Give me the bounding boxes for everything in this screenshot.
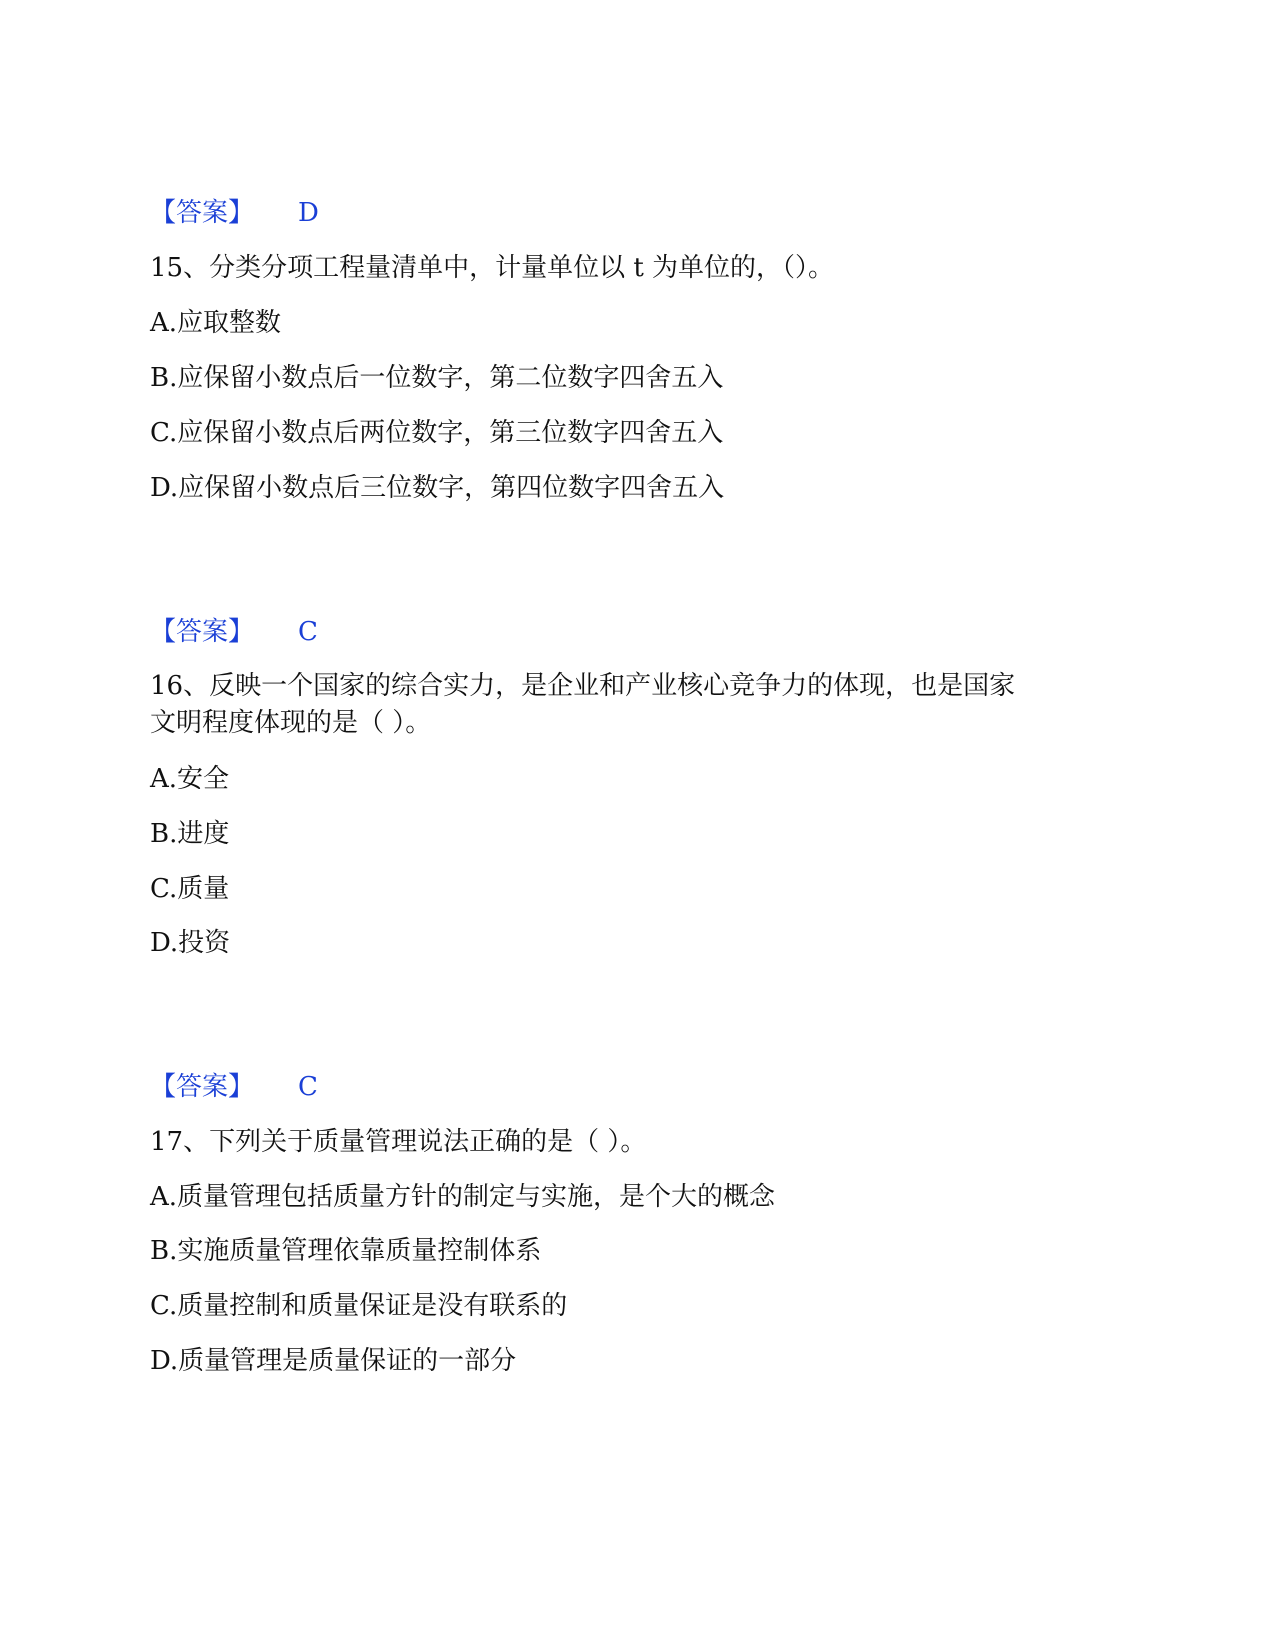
answer-line	[150, 1070, 318, 1104]
option-c: C.应保留小数点后两位数字，第三位数字四舍五入	[150, 418, 724, 448]
question-stem: 17、下列关于质量管理说法正确的是（ ）。	[150, 1127, 647, 1157]
option-b: B.实施质量管理依靠质量控制体系	[150, 1236, 542, 1266]
answer-label: 【答案】	[150, 198, 255, 228]
option-d: D.应保留小数点后三位数字，第四位数字四舍五入	[150, 473, 725, 503]
question-stem: 16、反映一个国家的综合实力，是企业和产业核心竞争力的体现，也是国家	[150, 671, 1016, 701]
option-a: A.质量管理包括质量方针的制定与实施，是个大的概念	[150, 1182, 776, 1212]
answer-line	[150, 615, 318, 649]
option-b: B.应保留小数点后一位数字，第二位数字四舍五入	[150, 363, 724, 393]
option-a: A.应取整数	[150, 308, 282, 338]
option-b: B.进度	[150, 819, 230, 849]
question-stem-continued: 文明程度体现的是（ ）。	[150, 708, 432, 738]
answer-value: C	[298, 1072, 318, 1102]
option-d: D.投资	[150, 928, 231, 958]
answer-label: 【答案】	[150, 1072, 255, 1102]
answer-value: D	[298, 198, 319, 228]
answer-label: 【答案】	[150, 617, 255, 647]
question-stem: 15、分类分项工程量清单中，计量单位以 t 为单位的，（）。	[150, 253, 835, 283]
option-c: C.质量	[150, 874, 230, 904]
option-d: D.质量管理是质量保证的一部分	[150, 1346, 517, 1376]
option-c: C.质量控制和质量保证是没有联系的	[150, 1291, 568, 1321]
answer-line	[150, 196, 319, 230]
answer-value: C	[298, 617, 318, 647]
option-a: A.安全	[150, 764, 230, 794]
